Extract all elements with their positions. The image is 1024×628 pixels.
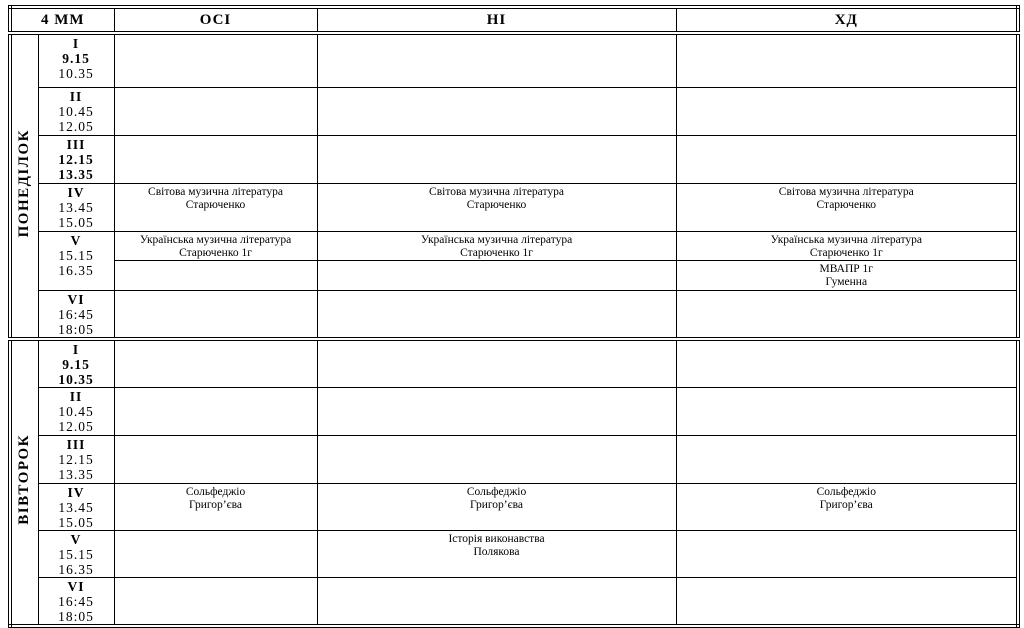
period-start-time: 13.45 [58, 199, 94, 215]
period-number: I [72, 36, 80, 51]
lesson-cell-osi [114, 290, 317, 339]
lesson-cell-osi [114, 577, 317, 626]
period-end-time: 16.35 [58, 561, 94, 577]
table-row [10, 135, 1018, 183]
table-row [10, 339, 1018, 388]
day-block-tuesday [10, 339, 1018, 626]
lesson-cell-hd [676, 577, 1018, 626]
lesson-cell-osi [114, 339, 317, 388]
period-number: VI [67, 578, 85, 594]
lesson-teacher: Григор’єва [470, 498, 523, 511]
day-label: ВІВТОРОК [16, 434, 33, 525]
lesson-cell-ni [317, 135, 676, 183]
lesson-cell-osi [114, 183, 317, 231]
lesson-cell-osi [114, 483, 317, 530]
lesson-teacher: Григор’єва [819, 498, 873, 511]
lesson-subject: Українська музична література [139, 233, 292, 246]
table-row [10, 577, 1018, 626]
period-cell [38, 87, 114, 135]
table-row [10, 435, 1018, 483]
table-row [10, 33, 1018, 87]
period-end-time: 10.35 [58, 371, 94, 387]
day-label-cell [10, 33, 38, 339]
period-number: VI [67, 291, 85, 307]
period-number: IV [67, 184, 85, 200]
period-number: V [70, 531, 82, 547]
lesson-teacher: Старюченко [185, 198, 246, 211]
lesson-subject: Українська музична література [420, 233, 573, 246]
day-block-monday [10, 33, 1018, 339]
table-sub-row [10, 260, 1018, 290]
lesson-cell-hd [676, 135, 1018, 183]
lesson-cell-hd [676, 33, 1018, 87]
lesson-subject: Українська музична література [770, 233, 922, 246]
lesson-cell-ni [317, 260, 676, 290]
lesson-cell-hd [676, 387, 1018, 435]
period-cell [38, 387, 114, 435]
period-number: II [69, 88, 83, 104]
lesson-cell-ni [317, 435, 676, 483]
period-cell [38, 435, 114, 483]
period-end-time: 13.35 [58, 166, 94, 182]
period-end-time: 18:05 [58, 321, 94, 337]
column-header-hd: ХД [676, 7, 1018, 33]
lesson-teacher: Старюченко 1г [460, 246, 533, 259]
period-cell [38, 577, 114, 626]
lesson-cell-ni [317, 290, 676, 339]
period-cell [38, 135, 114, 183]
period-number: III [66, 436, 86, 452]
period-cell [38, 530, 114, 577]
period-start-time: 15.15 [58, 546, 94, 562]
day-label: ПОНЕДІЛОК [16, 129, 33, 238]
lesson-cell-hd [676, 435, 1018, 483]
lesson-subject: Сольфеджіо [185, 485, 246, 498]
lesson-subject: Світова музична література [778, 185, 914, 198]
table-row [10, 231, 1018, 260]
lesson-cell-osi [114, 33, 317, 87]
period-end-time: 12.05 [58, 118, 94, 134]
lesson-cell-ni [317, 33, 676, 87]
day-label-cell [10, 339, 38, 626]
period-start-time: 13.45 [58, 499, 94, 515]
lesson-cell-osi [114, 435, 317, 483]
lesson-subject: Сольфеджіо [466, 485, 527, 498]
lesson-teacher: Гуменна [825, 275, 868, 288]
lesson-cell-ni [317, 231, 676, 260]
lesson-teacher: Старюченко 1г [179, 246, 252, 259]
period-number: IV [67, 484, 85, 500]
table-row [10, 183, 1018, 231]
header-row [10, 7, 1018, 33]
timetable [8, 5, 1020, 628]
lesson-cell-osi [114, 231, 317, 260]
period-end-time: 15.05 [58, 514, 94, 530]
table-row [10, 87, 1018, 135]
lesson-cell-hd [676, 530, 1018, 577]
lesson-teacher: Старюченко [816, 198, 877, 211]
table-row [10, 530, 1018, 577]
period-cell [38, 183, 114, 231]
column-header-ni: НІ [317, 7, 676, 33]
lesson-cell-hd [676, 231, 1018, 260]
period-end-time: 15.05 [58, 214, 94, 230]
period-end-time: 10.35 [58, 66, 94, 81]
period-cell [38, 231, 114, 290]
period-cell [38, 483, 114, 530]
lesson-cell-ni [317, 339, 676, 388]
lesson-subject: Світова музична література [429, 185, 564, 198]
lesson-teacher: Старюченко [466, 198, 527, 211]
table-row [10, 387, 1018, 435]
period-end-time: 16.35 [58, 262, 94, 278]
lesson-cell-hd [676, 183, 1018, 231]
period-start-time: 10.45 [58, 403, 94, 419]
lesson-cell-ni [317, 577, 676, 626]
period-start-time: 9.15 [62, 356, 90, 372]
lesson-cell-ni [317, 530, 676, 577]
lesson-cell-hd [676, 339, 1018, 388]
lesson-cell-osi [114, 387, 317, 435]
period-number: III [66, 136, 86, 152]
lesson-teacher: Полякова [473, 545, 520, 558]
lesson-cell-ni [317, 387, 676, 435]
period-number: V [70, 232, 82, 248]
table-row [10, 483, 1018, 530]
lesson-subject: Сольфеджіо [816, 485, 876, 498]
lesson-subject: Історія виконавства [448, 532, 545, 545]
period-cell [38, 33, 114, 87]
period-start-time: 9.15 [62, 51, 90, 66]
lesson-subject: Світова музична література [148, 185, 283, 198]
period-end-time: 18:05 [58, 608, 94, 624]
lesson-cell-hd [676, 483, 1018, 530]
period-start-time: 15.15 [58, 247, 94, 263]
lesson-cell-osi [114, 530, 317, 577]
lesson-subject: МВАПР 1г [819, 262, 874, 275]
period-end-time: 13.35 [58, 466, 94, 482]
lesson-cell-osi [114, 135, 317, 183]
group-column-header: 4 ММ [10, 7, 114, 33]
period-start-time: 12.15 [58, 151, 94, 167]
period-end-time: 12.05 [58, 418, 94, 434]
lesson-cell-ni [317, 87, 676, 135]
period-cell [38, 290, 114, 339]
schedule-sheet [8, 5, 1020, 628]
lesson-cell-osi [114, 87, 317, 135]
period-start-time: 16:45 [58, 306, 94, 322]
lesson-teacher: Старюченко 1г [809, 246, 883, 259]
period-cell [38, 339, 114, 388]
period-start-time: 10.45 [58, 103, 94, 119]
period-number: I [72, 341, 80, 357]
lesson-cell-osi [114, 260, 317, 290]
period-start-time: 16:45 [58, 593, 94, 609]
period-start-time: 12.15 [58, 451, 94, 467]
lesson-cell-hd [676, 260, 1018, 290]
lesson-cell-ni [317, 183, 676, 231]
period-number: II [69, 388, 83, 404]
lesson-cell-hd [676, 87, 1018, 135]
column-header-osi: ОСІ [114, 7, 317, 33]
lesson-cell-hd [676, 290, 1018, 339]
lesson-teacher: Григор’єва [189, 498, 242, 511]
lesson-cell-ni [317, 483, 676, 530]
table-row [10, 290, 1018, 339]
